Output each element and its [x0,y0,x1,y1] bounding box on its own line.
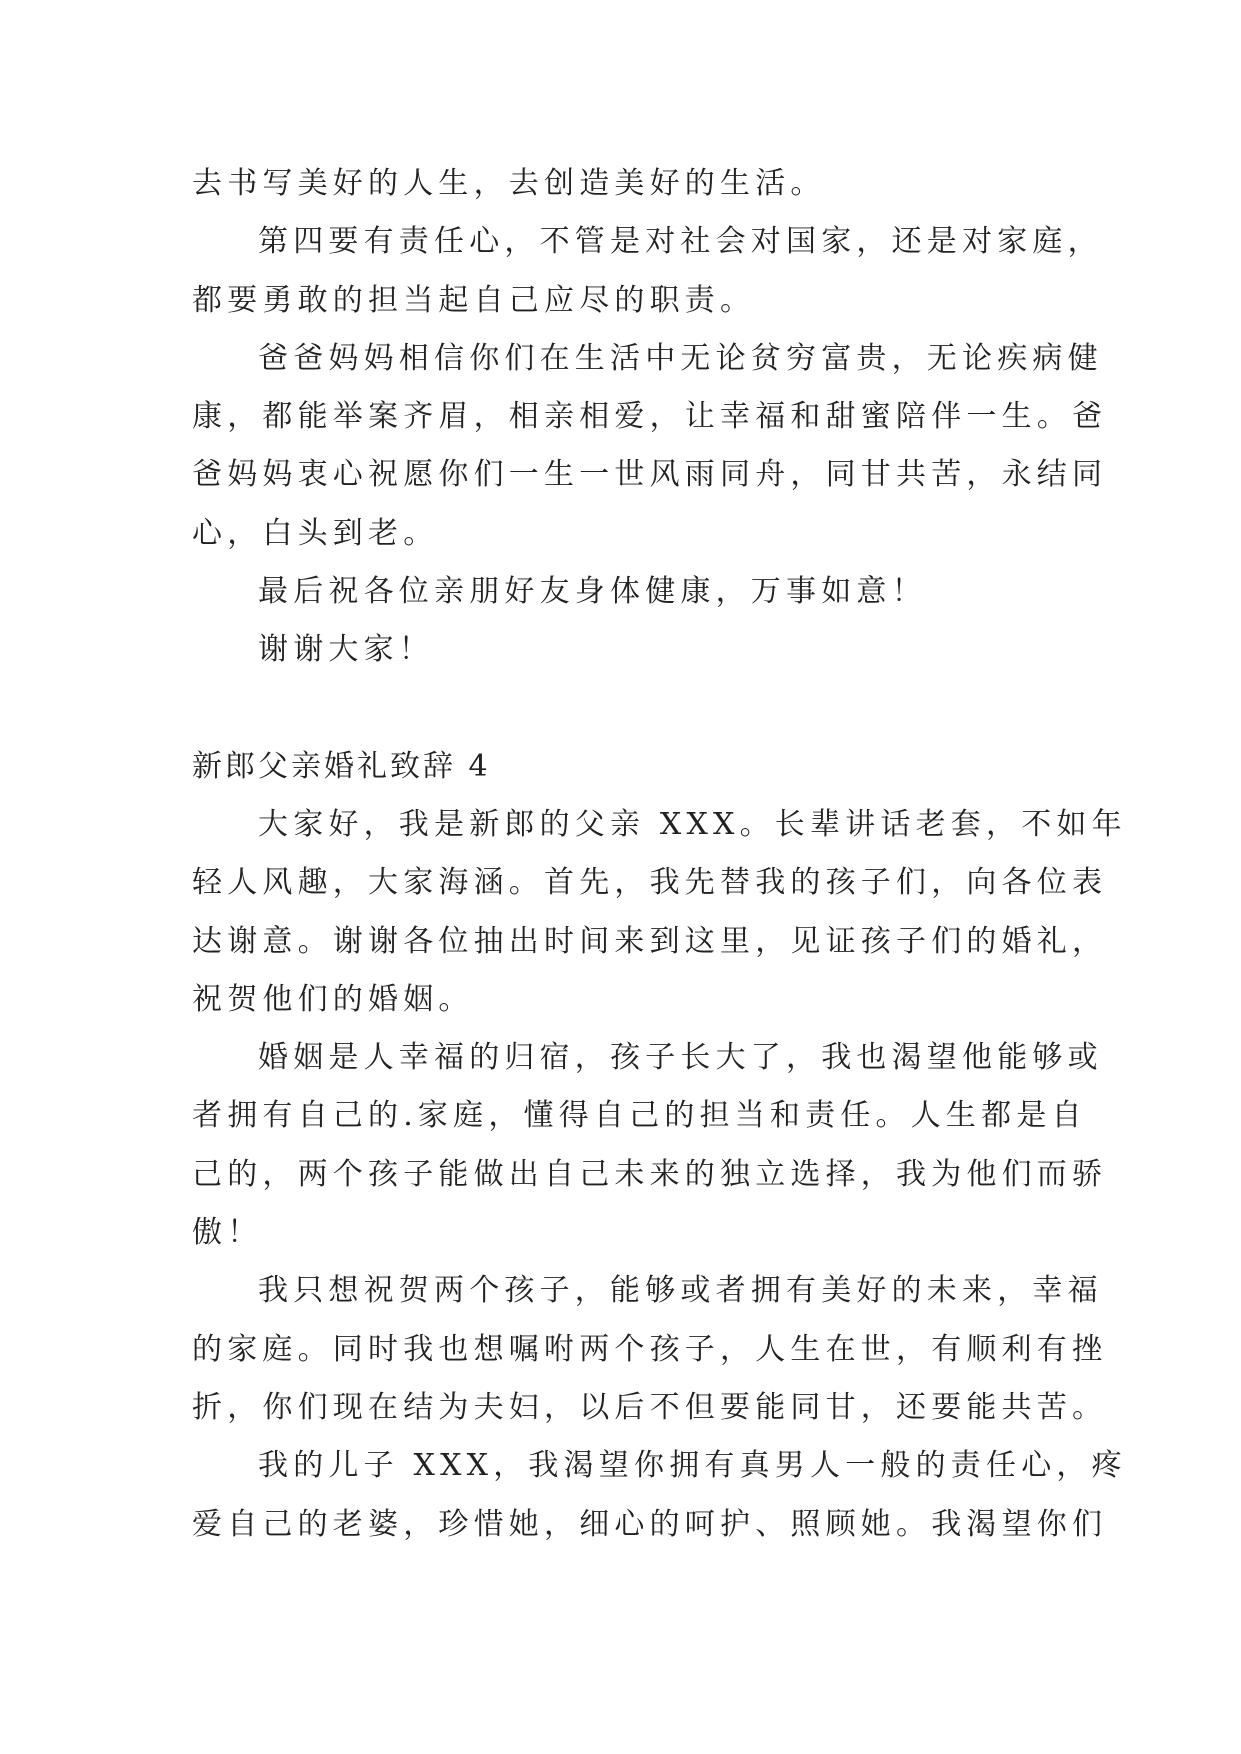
text-line: 轻人风趣，大家海涵。首先，我先替我的孩子们，向各位表 [192,865,1108,901]
text-line: 我的儿子 XXX，我渴望你拥有真男人一般的责任心，疼 [258,1448,1127,1484]
text-line: 的家庭。同时我也想嘱咐两个孩子，人生在世，有顺利有挫 [192,1331,1108,1367]
text-line: 者拥有自己的.家庭，懂得自己的担当和责任。人生都是自 [192,1098,1087,1134]
text-line: 康，都能举案齐眉，相亲相爱，让幸福和甜蜜陪伴一生。爸 [192,399,1108,435]
text-line: 婚姻是人幸福的归宿，孩子长大了，我也渴望他能够或 [258,1040,1103,1076]
text-line: 第四要有责任心，不管是对社会对国家，还是对家庭， [258,224,1103,260]
text-line: 谢谢大家！ [258,632,434,668]
text-line: 爱自己的老婆，珍惜她，细心的呵护、照顾她。我渴望你们 [192,1506,1108,1542]
text-line: 己的，两个孩子能做出自己未来的独立选择，我为他们而骄 [192,1156,1108,1192]
text-line: 爸爸妈妈相信你们在生活中无论贫穷富贵，无论疾病健 [258,340,1103,376]
text-line: 都要勇敢的担当起自己应尽的职责。 [192,282,756,318]
section-gap [192,680,1062,738]
text-line: 祝贺他们的婚姻。 [192,981,474,1017]
document-page [192,155,1127,1554]
text-line: 折，你们现在结为夫妇，以后不但要能同甘，还要能共苦。 [192,1389,1108,1425]
text-line: 最后祝各位亲朋好友身体健康，万事如意！ [258,574,927,610]
text-line: 心，白头到老。 [192,515,439,551]
text-line: 达谢意。谢谢各位抽出时间来到这里，见证孩子们的婚礼， [192,923,1108,959]
text-line: 去书写美好的人生，去创造美好的生活。 [192,166,826,201]
text-line: 傲！ [192,1215,263,1251]
text-line: 大家好，我是新郎的父亲 XXX。长辈讲话老套，不如年 [258,806,1127,842]
text-line: 爸妈妈衷心祝愿你们一生一世风雨同舟，同甘共苦，永结同 [192,457,1108,493]
section-title: 新郎父亲婚礼致辞 4 [192,748,491,784]
text-line: 我只想祝贺两个孩子，能够或者拥有美好的未来，幸福 [258,1273,1103,1309]
